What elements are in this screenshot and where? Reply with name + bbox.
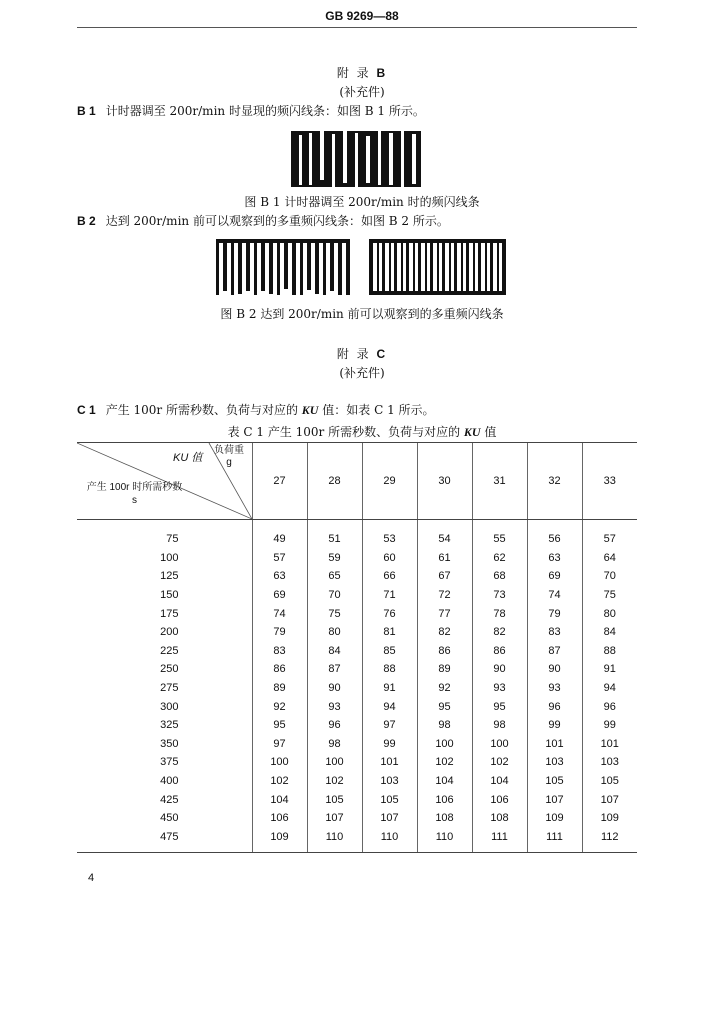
clause-c1-text-before: 产生 100r 所需秒数、负荷与对应的 <box>105 403 302 417</box>
ku-value-cell: 103 <box>582 753 637 772</box>
ku-value-cell: 86 <box>252 660 307 679</box>
row-seconds-cell: 225 <box>160 644 179 657</box>
ku-value-cell: 74 <box>527 586 582 605</box>
ku-value-cell: 109 <box>582 809 637 828</box>
row-seconds-cell: 100 <box>160 551 179 564</box>
appendix-c-title-prefix: 附 录 <box>336 347 371 361</box>
table-row <box>77 567 637 586</box>
appendix-c-subtitle: (补充件) <box>339 366 385 380</box>
ku-value-cell: 71 <box>362 586 417 605</box>
ku-value-cell: 105 <box>527 772 582 791</box>
clause-b1 <box>77 102 425 119</box>
table-row <box>77 586 637 605</box>
figure-b2-left-panel <box>216 239 350 295</box>
ku-value-cell: 90 <box>527 660 582 679</box>
ku-value-cell: 62 <box>472 549 527 568</box>
ku-value-cell: 73 <box>472 586 527 605</box>
ku-value-cell: 68 <box>472 567 527 586</box>
ku-value-cell: 107 <box>362 809 417 828</box>
ku-value-cell: 61 <box>417 549 472 568</box>
clause-b1-number: B 1 <box>77 104 96 118</box>
ku-value-cell: 100 <box>252 753 307 772</box>
ku-value-cell: 108 <box>417 809 472 828</box>
table-c1-caption-before: 表 C 1 产生 100r 所需秒数、负荷与对应的 <box>227 425 464 439</box>
ku-value-cell: 100 <box>472 735 527 754</box>
row-seconds-cell: 175 <box>160 607 179 620</box>
clause-c1-number: C 1 <box>77 403 96 417</box>
ku-value-cell: 88 <box>362 660 417 679</box>
ku-value-cell: 86 <box>472 642 527 661</box>
row-seconds-cell: 200 <box>160 626 179 639</box>
ku-value-cell: 90 <box>472 660 527 679</box>
ku-value-cell: 79 <box>527 604 582 623</box>
figure-b2-caption: 图 B 2 达到 200r/min 前可以观察到的多重频闪线条 <box>220 307 504 321</box>
ku-value-cell: 96 <box>582 697 637 716</box>
ku-value-cell: 86 <box>417 642 472 661</box>
clause-b2 <box>77 212 449 229</box>
ku-value-cell: 94 <box>582 679 637 698</box>
ku-value-cell: 101 <box>582 735 637 754</box>
clause-b2-text: 达到 200r/min 前可以观察到的多重频闪线条：如图 B 2 所示。 <box>105 214 449 228</box>
table-row <box>77 828 637 853</box>
ku-value-cell: 56 <box>527 520 582 549</box>
column-header: 31 <box>472 443 527 520</box>
ku-value-cell: 87 <box>307 660 362 679</box>
clause-c1-text-after: 值：如表 C 1 所示。 <box>318 403 435 417</box>
corner-seconds-text: 产生 100r 时所需秒数 <box>86 482 183 493</box>
row-seconds-cell: 250 <box>160 663 179 676</box>
clause-c1-ku: KU <box>301 403 319 417</box>
figure-b1-caption: 图 B 1 计时器调至 200r/min 时的频闪线条 <box>244 195 480 209</box>
row-seconds-cell: 450 <box>160 812 179 825</box>
ku-value-cell: 87 <box>527 642 582 661</box>
row-seconds-cell: 350 <box>160 737 179 750</box>
ku-value-cell: 104 <box>472 772 527 791</box>
table-row <box>77 642 637 661</box>
ku-value-cell: 83 <box>527 623 582 642</box>
ku-value-cell: 75 <box>307 604 362 623</box>
corner-load-label <box>214 445 244 469</box>
ku-value-cell: 100 <box>417 735 472 754</box>
ku-value-cell: 76 <box>362 604 417 623</box>
ku-value-cell: 109 <box>252 828 307 853</box>
ku-value-cell: 54 <box>417 520 472 549</box>
table-c1 <box>77 442 637 853</box>
clause-b2-number: B 2 <box>77 214 96 228</box>
table-row <box>77 790 637 809</box>
ku-value-cell: 100 <box>307 753 362 772</box>
ku-value-cell: 99 <box>362 735 417 754</box>
table-header-row <box>77 443 637 520</box>
standard-code-header: GB 9269—88 <box>325 9 399 23</box>
ku-value-cell: 104 <box>417 772 472 791</box>
table-row <box>77 604 637 623</box>
table-row <box>77 660 637 679</box>
ku-value-cell: 111 <box>527 828 582 853</box>
corner-seconds-unit: s <box>132 495 137 506</box>
appendix-b-title <box>0 64 724 81</box>
ku-value-cell: 94 <box>362 697 417 716</box>
figure-b1-stroboscopic-lines <box>291 131 421 187</box>
appendix-c-title <box>0 345 724 362</box>
row-seconds-cell: 300 <box>160 700 179 713</box>
ku-value-cell: 95 <box>252 716 307 735</box>
table-row <box>77 753 637 772</box>
corner-ku-label: KU 值 <box>173 452 203 464</box>
ku-value-cell: 51 <box>307 520 362 549</box>
ku-value-cell: 77 <box>417 604 472 623</box>
ku-value-cell: 79 <box>252 623 307 642</box>
ku-value-cell: 84 <box>582 623 637 642</box>
table-row <box>77 679 637 698</box>
ku-value-cell: 107 <box>527 790 582 809</box>
table-c1-caption <box>0 423 724 440</box>
ku-value-cell: 49 <box>252 520 307 549</box>
ku-value-cell: 69 <box>527 567 582 586</box>
ku-value-cell: 80 <box>582 604 637 623</box>
ku-value-cell: 96 <box>307 716 362 735</box>
column-header: 30 <box>417 443 472 520</box>
page-number: 4 <box>88 872 95 884</box>
ku-value-cell: 103 <box>362 772 417 791</box>
column-header: 28 <box>307 443 362 520</box>
ku-value-cell: 78 <box>472 604 527 623</box>
table-corner-cell <box>77 443 252 520</box>
table-row <box>77 697 637 716</box>
ku-value-cell: 53 <box>362 520 417 549</box>
corner-load-text: 负荷重 <box>214 445 244 456</box>
ku-value-cell: 112 <box>582 828 637 853</box>
ku-value-cell: 63 <box>252 567 307 586</box>
ku-value-cell: 103 <box>527 753 582 772</box>
ku-value-cell: 70 <box>582 567 637 586</box>
corner-load-unit: g <box>226 457 232 468</box>
table-row <box>77 809 637 828</box>
row-seconds-cell: 425 <box>160 793 179 806</box>
table-row <box>77 520 637 549</box>
ku-value-cell: 102 <box>417 753 472 772</box>
ku-value-cell: 105 <box>307 790 362 809</box>
ku-value-cell: 95 <box>417 697 472 716</box>
ku-value-cell: 69 <box>252 586 307 605</box>
ku-value-cell: 93 <box>472 679 527 698</box>
column-header: 29 <box>362 443 417 520</box>
table-c1-caption-after: 值 <box>480 425 497 439</box>
ku-value-cell: 91 <box>582 660 637 679</box>
ku-value-cell: 102 <box>472 753 527 772</box>
ku-value-cell: 102 <box>252 772 307 791</box>
table-c1-caption-ku: KU <box>463 425 481 439</box>
clause-b1-text: 计时器调至 200r/min 时显现的频闪线条：如图 B 1 所示。 <box>105 104 425 118</box>
appendix-c-title-letter: C <box>376 347 388 361</box>
ku-value-cell: 95 <box>472 697 527 716</box>
ku-value-cell: 64 <box>582 549 637 568</box>
ku-value-cell: 75 <box>582 586 637 605</box>
ku-value-cell: 105 <box>582 772 637 791</box>
ku-value-cell: 59 <box>307 549 362 568</box>
ku-value-cell: 92 <box>252 697 307 716</box>
ku-value-cell: 89 <box>252 679 307 698</box>
ku-value-cell: 110 <box>362 828 417 853</box>
ku-value-cell: 84 <box>307 642 362 661</box>
ku-value-cell: 107 <box>307 809 362 828</box>
ku-value-cell: 66 <box>362 567 417 586</box>
row-seconds-cell: 125 <box>160 570 179 583</box>
figure-b2-right-panel <box>369 239 506 295</box>
column-header: 27 <box>252 443 307 520</box>
ku-value-cell: 70 <box>307 586 362 605</box>
ku-value-cell: 81 <box>362 623 417 642</box>
ku-value-cell: 99 <box>527 716 582 735</box>
ku-value-cell: 80 <box>307 623 362 642</box>
table-body <box>77 520 637 853</box>
ku-value-cell: 90 <box>307 679 362 698</box>
ku-value-cell: 65 <box>307 567 362 586</box>
ku-value-cell: 110 <box>417 828 472 853</box>
column-header: 33 <box>582 443 637 520</box>
row-seconds-cell: 400 <box>160 775 179 788</box>
ku-value-cell: 72 <box>417 586 472 605</box>
ku-value-cell: 67 <box>417 567 472 586</box>
appendix-b-title-prefix: 附 录 <box>336 66 371 80</box>
appendix-b-subtitle: (补充件) <box>339 85 385 99</box>
ku-value-cell: 97 <box>252 735 307 754</box>
ku-value-cell: 92 <box>417 679 472 698</box>
row-seconds-cell: 475 <box>77 828 252 853</box>
clause-c1 <box>77 401 435 418</box>
column-header: 32 <box>527 443 582 520</box>
ku-value-cell: 88 <box>582 642 637 661</box>
ku-value-cell: 98 <box>307 735 362 754</box>
ku-value-cell: 93 <box>527 679 582 698</box>
corner-seconds-label <box>77 481 192 507</box>
ku-value-cell: 63 <box>527 549 582 568</box>
ku-value-cell: 91 <box>362 679 417 698</box>
ku-value-cell: 111 <box>472 828 527 853</box>
row-seconds-cell: 150 <box>160 589 179 602</box>
ku-value-cell: 96 <box>527 697 582 716</box>
table-row <box>77 623 637 642</box>
ku-value-cell: 83 <box>252 642 307 661</box>
ku-value-cell: 102 <box>307 772 362 791</box>
ku-value-cell: 108 <box>472 809 527 828</box>
ku-value-cell: 60 <box>362 549 417 568</box>
ku-value-cell: 106 <box>417 790 472 809</box>
table-row <box>77 549 637 568</box>
ku-value-cell: 104 <box>252 790 307 809</box>
ku-value-cell: 110 <box>307 828 362 853</box>
ku-value-cell: 109 <box>527 809 582 828</box>
ku-value-cell: 82 <box>417 623 472 642</box>
ku-value-cell: 101 <box>362 753 417 772</box>
ku-value-cell: 107 <box>582 790 637 809</box>
ku-value-cell: 82 <box>472 623 527 642</box>
table-row <box>77 735 637 754</box>
table-row <box>77 772 637 791</box>
ku-value-cell: 57 <box>582 520 637 549</box>
ku-value-cell: 98 <box>417 716 472 735</box>
header-rule <box>77 27 637 28</box>
ku-value-cell: 105 <box>362 790 417 809</box>
ku-value-cell: 99 <box>582 716 637 735</box>
appendix-b-title-letter: B <box>376 66 388 80</box>
ku-value-cell: 93 <box>307 697 362 716</box>
ku-value-cell: 106 <box>252 809 307 828</box>
ku-value-cell: 89 <box>417 660 472 679</box>
ku-value-cell: 98 <box>472 716 527 735</box>
row-seconds-cell: 375 <box>160 756 179 769</box>
ku-value-cell: 55 <box>472 520 527 549</box>
table-row <box>77 716 637 735</box>
ku-value-cell: 57 <box>252 549 307 568</box>
ku-value-cell: 97 <box>362 716 417 735</box>
ku-value-cell: 85 <box>362 642 417 661</box>
row-seconds-cell: 325 <box>160 719 179 732</box>
row-seconds-cell: 275 <box>160 682 179 695</box>
row-seconds-cell: 75 <box>166 533 179 546</box>
ku-value-cell: 101 <box>527 735 582 754</box>
ku-value-cell: 74 <box>252 604 307 623</box>
ku-value-cell: 106 <box>472 790 527 809</box>
